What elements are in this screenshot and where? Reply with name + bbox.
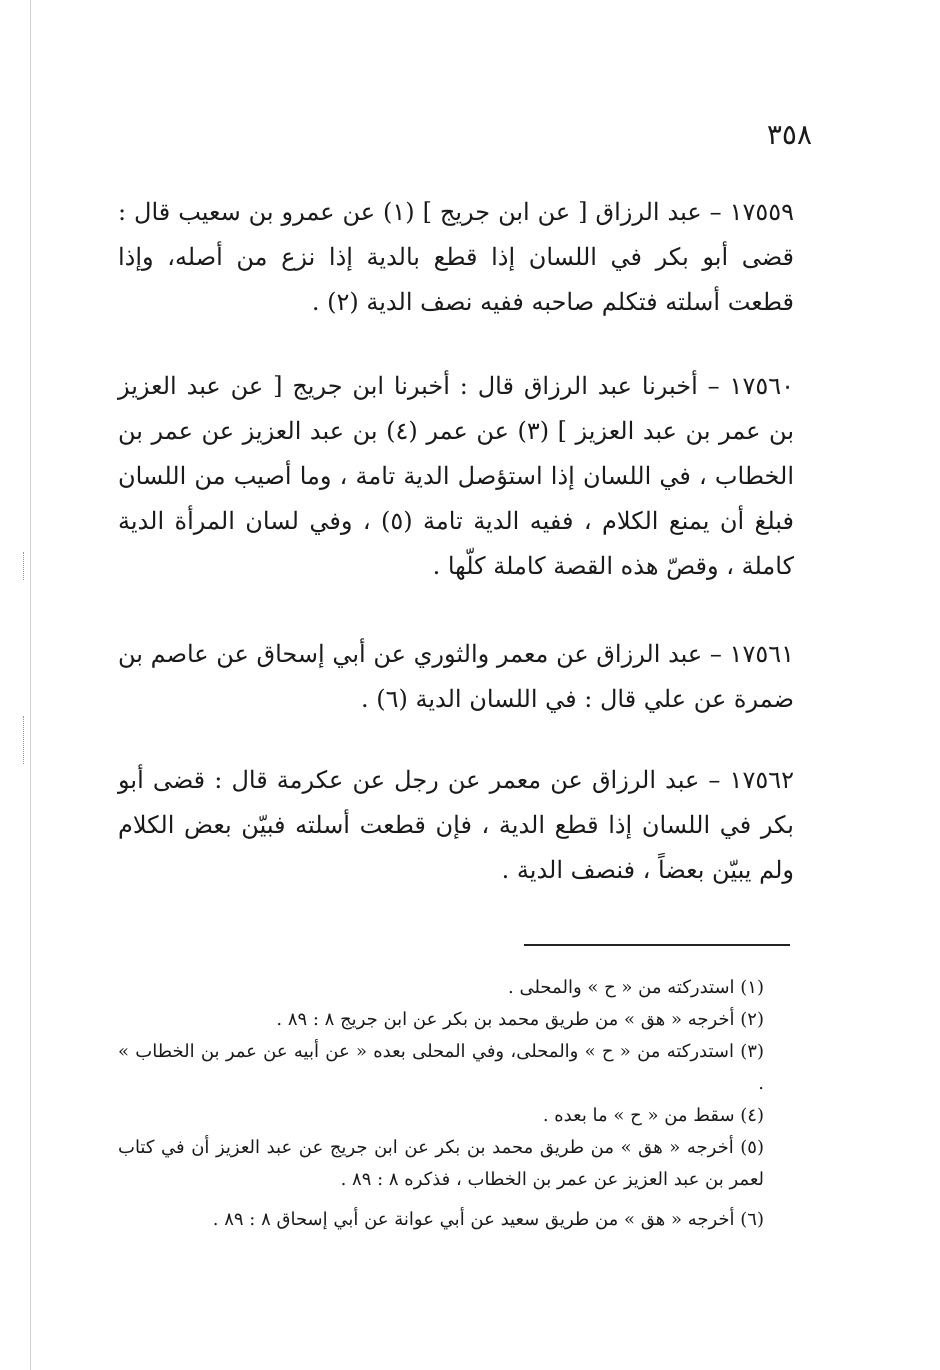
footnote-6: (٦) أخرجه « هق » من طريق سعيد عن أبي عوانة عن أبي إسحاق ٨ : ٨٩ .: [212, 1209, 764, 1230]
page-number: ٣٥٨: [766, 118, 812, 151]
footnote-4: (٤) سقط من « ح » ما بعده .: [542, 1105, 764, 1126]
footnote-5: (٥) أخرجه « هق » من طريق محمد بن بكر عن ابن جريج عن عبد العزيز أن في كتاب لعمر بن عبد العزيز عن عمر بن الخطاب ، فذكره ٨ : ٨٩ .: [118, 1137, 764, 1190]
margin-mark: [23, 716, 24, 764]
footnotes: [118, 972, 794, 1236]
hadith-17561: ١٧٥٦١ – عبد الرزاق عن معمر والثوري عن أبي إسحاق عن عاصم بن ضمرة عن علي قال : في اللسان الدية (٦) .: [118, 640, 794, 713]
footnote-1: (١) استدركته من « ح » والمحلى .: [508, 977, 764, 998]
margin-mark: [23, 552, 24, 580]
hadith-17559: ١٧٥٥٩ – عبد الرزاق [ عن ابن جريج ] (١) عن عمرو بن سعيب قال : قضى أبو بكر في اللسان إذا قطع بالدية إذا نزع من أصله، وإذا قطعت أسلته فتكلم صاحبه ففيه نصف الدية (٢) .: [118, 198, 795, 316]
footnote-separator: [524, 944, 790, 946]
footnote-2: (٢) أخرجه « هق » من طريق محمد بن بكر عن ابن جريج ٨ : ٨٩ .: [276, 1009, 764, 1030]
page-edge: [30, 0, 31, 1370]
hadith-17562: ١٧٥٦٢ – عبد الرزاق عن معمر عن رجل عن عكرمة قال : قضى أبو بكر في اللسان إذا قطع الدية ، فإن قطعت أسلته فبيّن بعض الكلام ولم يبيّن بعضاً ، فنصف الدية .: [118, 766, 794, 884]
hadith-17560: ١٧٥٦٠ – أخبرنا عبد الرزاق قال : أخبرنا ابن جريج [ عن عبد العزيز بن عمر بن عبد العزيز ] (٣) عن عمر (٤) بن عبد العزيز عن عمر بن الخطاب ، في اللسان إذا استؤصل الدية تامة ، وما أصيب من اللسان فبلغ أن يمنع الكلام ، ففيه الدية تامة (٥) ، وفي لسان المرأة الدية كاملة ، وقصّ هذه القصة كاملة كلّها .: [118, 372, 794, 580]
footnote-3: (٣) استدركته من « ح » والمحلى، وفي المحلى بعده « عن أبيه عن عمر بن الخطاب » .: [118, 1041, 764, 1094]
